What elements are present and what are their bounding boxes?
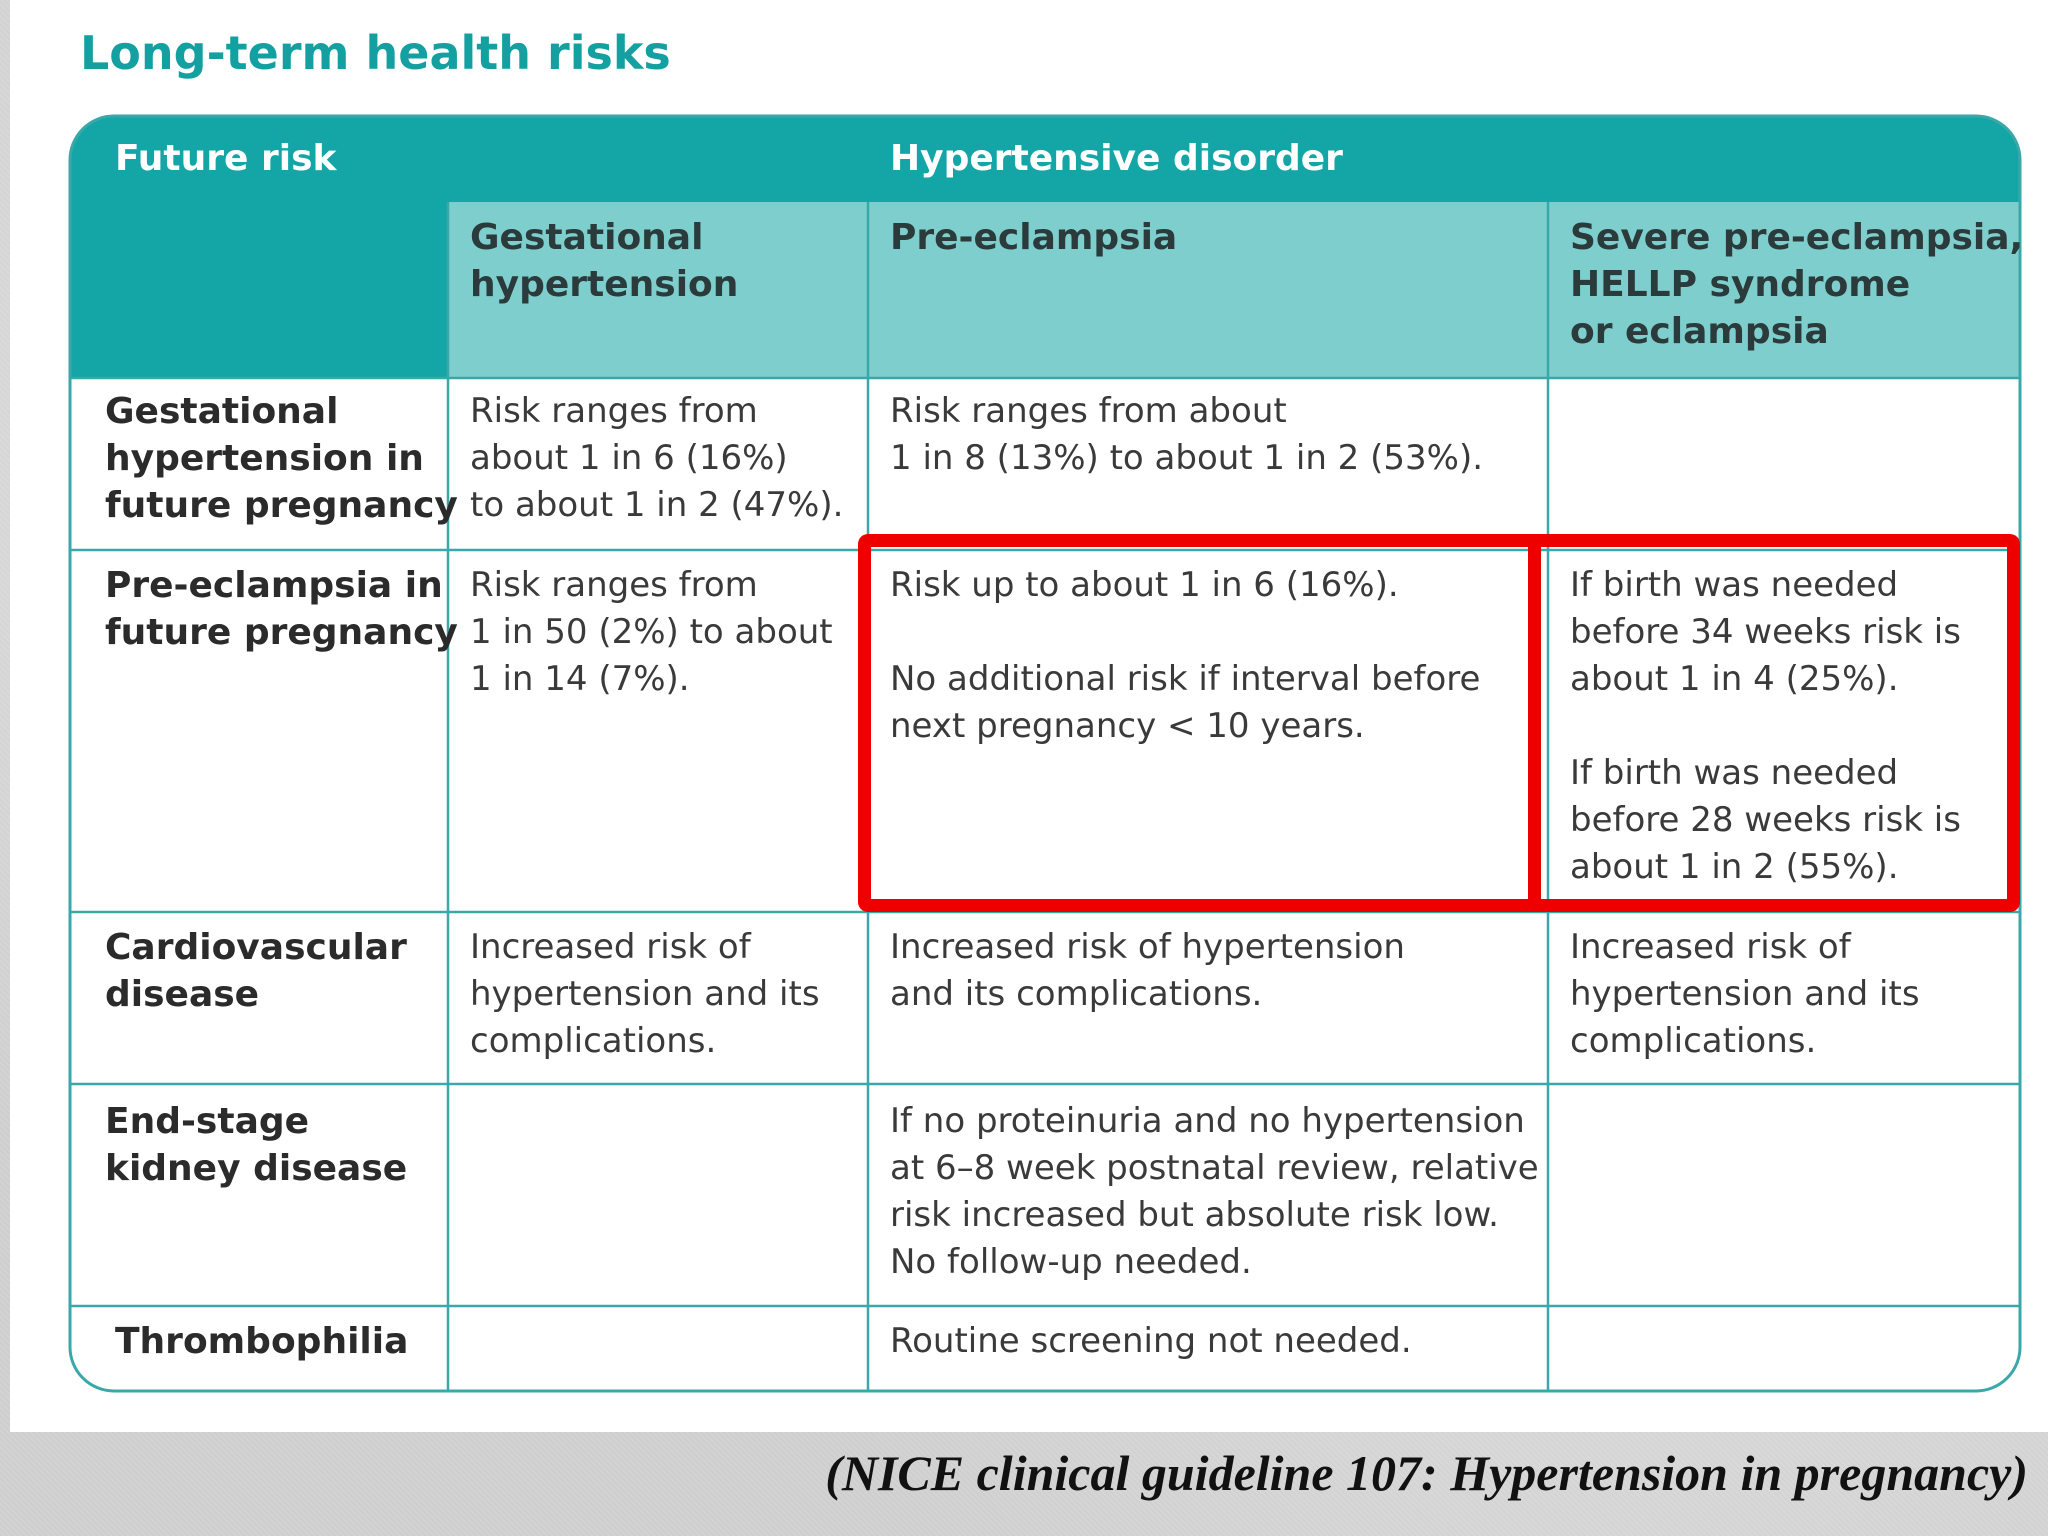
cell-r1-c2: Risk ranges from about 1 in 8 (13%) to about 1 in 2 (53%).	[890, 391, 1484, 478]
cell-r4-c2: If no proteinuria and no hypertension at 6–8 week postnatal review, relative risk increased but absolute risk low. No follow-up needed.	[890, 1101, 1539, 1282]
source-caption: (NICE clinical guideline 107: Hypertension in pregnancy)	[825, 1445, 2028, 1501]
cell-r1-c1: Risk ranges from about 1 in 6 (16%) to about 1 in 2 (47%).	[470, 391, 844, 525]
row-label-kidney: End-stage kidney disease	[105, 1101, 408, 1189]
corner-header: Future risk	[115, 138, 337, 179]
cell-r3-c2: Increased risk of hypertension and its complications.	[890, 927, 1405, 1014]
cell-r3-c3: Increased risk of hypertension and its complications.	[1570, 927, 1920, 1061]
cell-r2-c1: Risk ranges from 1 in 50 (2%) to about 1 in 14 (7%).	[470, 565, 833, 699]
cell-r3-c1: Increased risk of hypertension and its complications.	[470, 927, 820, 1061]
cell-r2-c3: If birth was needed before 34 weeks risk is about 1 in 4 (25%). If birth was needed before 28 weeks risk is about 1 in 2 (55%).	[1570, 565, 1961, 887]
document-sheet	[10, 0, 2048, 1432]
cell-r5-c2: Routine screening not needed.	[890, 1321, 1412, 1361]
column-header-gestational: Gestational hypertension	[470, 217, 739, 305]
row-label-pre-eclampsia-future: Pre-eclampsia in future pregnancy	[105, 565, 458, 653]
column-header-severe: Severe pre-eclampsia, HELLP syndrome or eclampsia	[1570, 217, 2024, 352]
row-label-cardiovascular: Cardiovascular disease	[105, 927, 407, 1015]
group-header: Hypertensive disorder	[890, 138, 1343, 179]
column-header-pre-eclampsia: Pre-eclampsia	[890, 217, 1178, 258]
row-label-thrombophilia: Thrombophilia	[115, 1321, 409, 1362]
cell-r2-c2: Risk up to about 1 in 6 (16%). No additional risk if interval before next pregnancy < 10 years.	[890, 565, 1481, 746]
highlight-box	[858, 534, 2020, 912]
page-title: Long-term health risks	[80, 26, 671, 80]
highlight-divider	[1528, 540, 1541, 906]
row-label-gestational-future: Gestational hypertension in future pregnancy	[105, 391, 458, 526]
